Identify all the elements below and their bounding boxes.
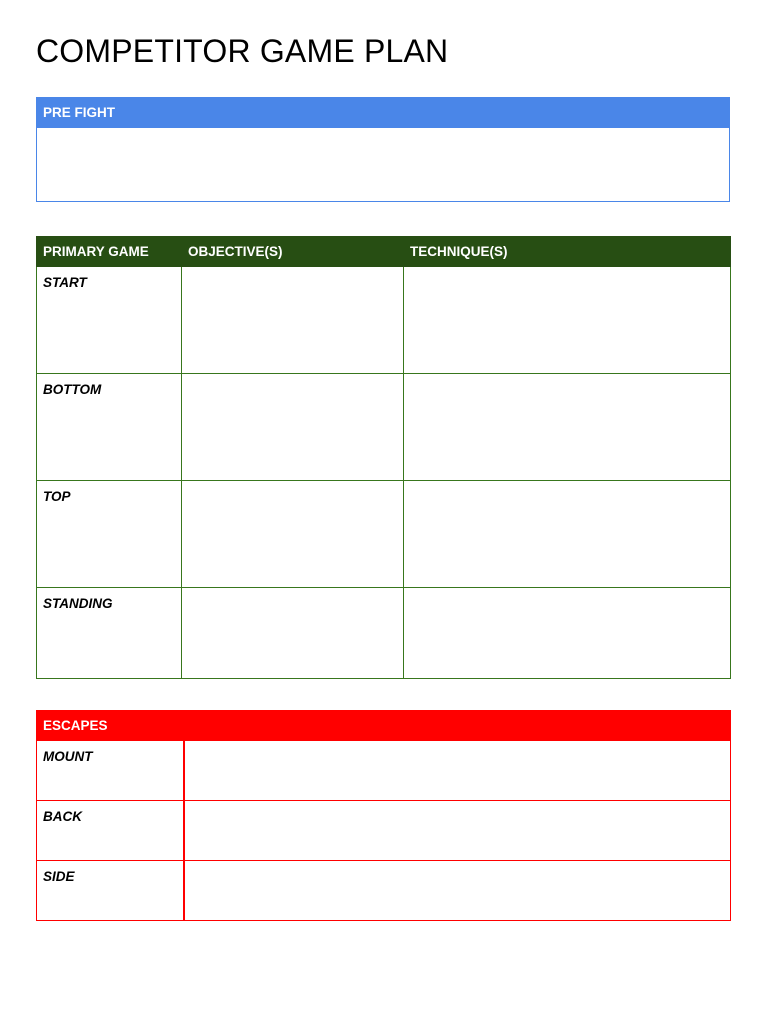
top-objectives-cell[interactable] <box>182 481 404 588</box>
row-label-start: START <box>37 267 182 374</box>
table-row <box>37 801 731 861</box>
escapes-section <box>36 710 730 921</box>
back-notes-cell[interactable] <box>184 801 731 861</box>
primary-game-table <box>36 236 731 679</box>
escapes-table <box>36 710 731 921</box>
bottom-techniques-cell[interactable] <box>404 374 731 481</box>
pre-fight-header: PRE FIGHT <box>37 98 730 128</box>
standing-techniques-cell[interactable] <box>404 588 731 679</box>
primary-game-section <box>36 236 730 679</box>
table-row <box>37 481 731 588</box>
escapes-header: ESCAPES <box>37 711 731 741</box>
objectives-header: OBJECTIVE(S) <box>182 237 404 267</box>
top-techniques-cell[interactable] <box>404 481 731 588</box>
primary-game-header: PRIMARY GAME <box>37 237 182 267</box>
row-label-mount: MOUNT <box>37 741 184 801</box>
pre-fight-table <box>36 97 730 202</box>
row-label-standing: STANDING <box>37 588 182 679</box>
table-row <box>37 588 731 679</box>
techniques-header: TECHNIQUE(S) <box>404 237 731 267</box>
pre-fight-notes-cell[interactable] <box>37 128 730 202</box>
row-label-bottom: BOTTOM <box>37 374 182 481</box>
pre-fight-section <box>36 97 730 202</box>
mount-notes-cell[interactable] <box>184 741 731 801</box>
row-label-side: SIDE <box>37 861 184 921</box>
start-objectives-cell[interactable] <box>182 267 404 374</box>
table-row <box>37 267 731 374</box>
table-row <box>37 861 731 921</box>
page-title: COMPETITOR GAME PLAN <box>36 33 449 69</box>
start-techniques-cell[interactable] <box>404 267 731 374</box>
table-row <box>37 374 731 481</box>
side-notes-cell[interactable] <box>184 861 731 921</box>
table-row <box>37 741 731 801</box>
standing-objectives-cell[interactable] <box>182 588 404 679</box>
row-label-top: TOP <box>37 481 182 588</box>
row-label-back: BACK <box>37 801 184 861</box>
bottom-objectives-cell[interactable] <box>182 374 404 481</box>
